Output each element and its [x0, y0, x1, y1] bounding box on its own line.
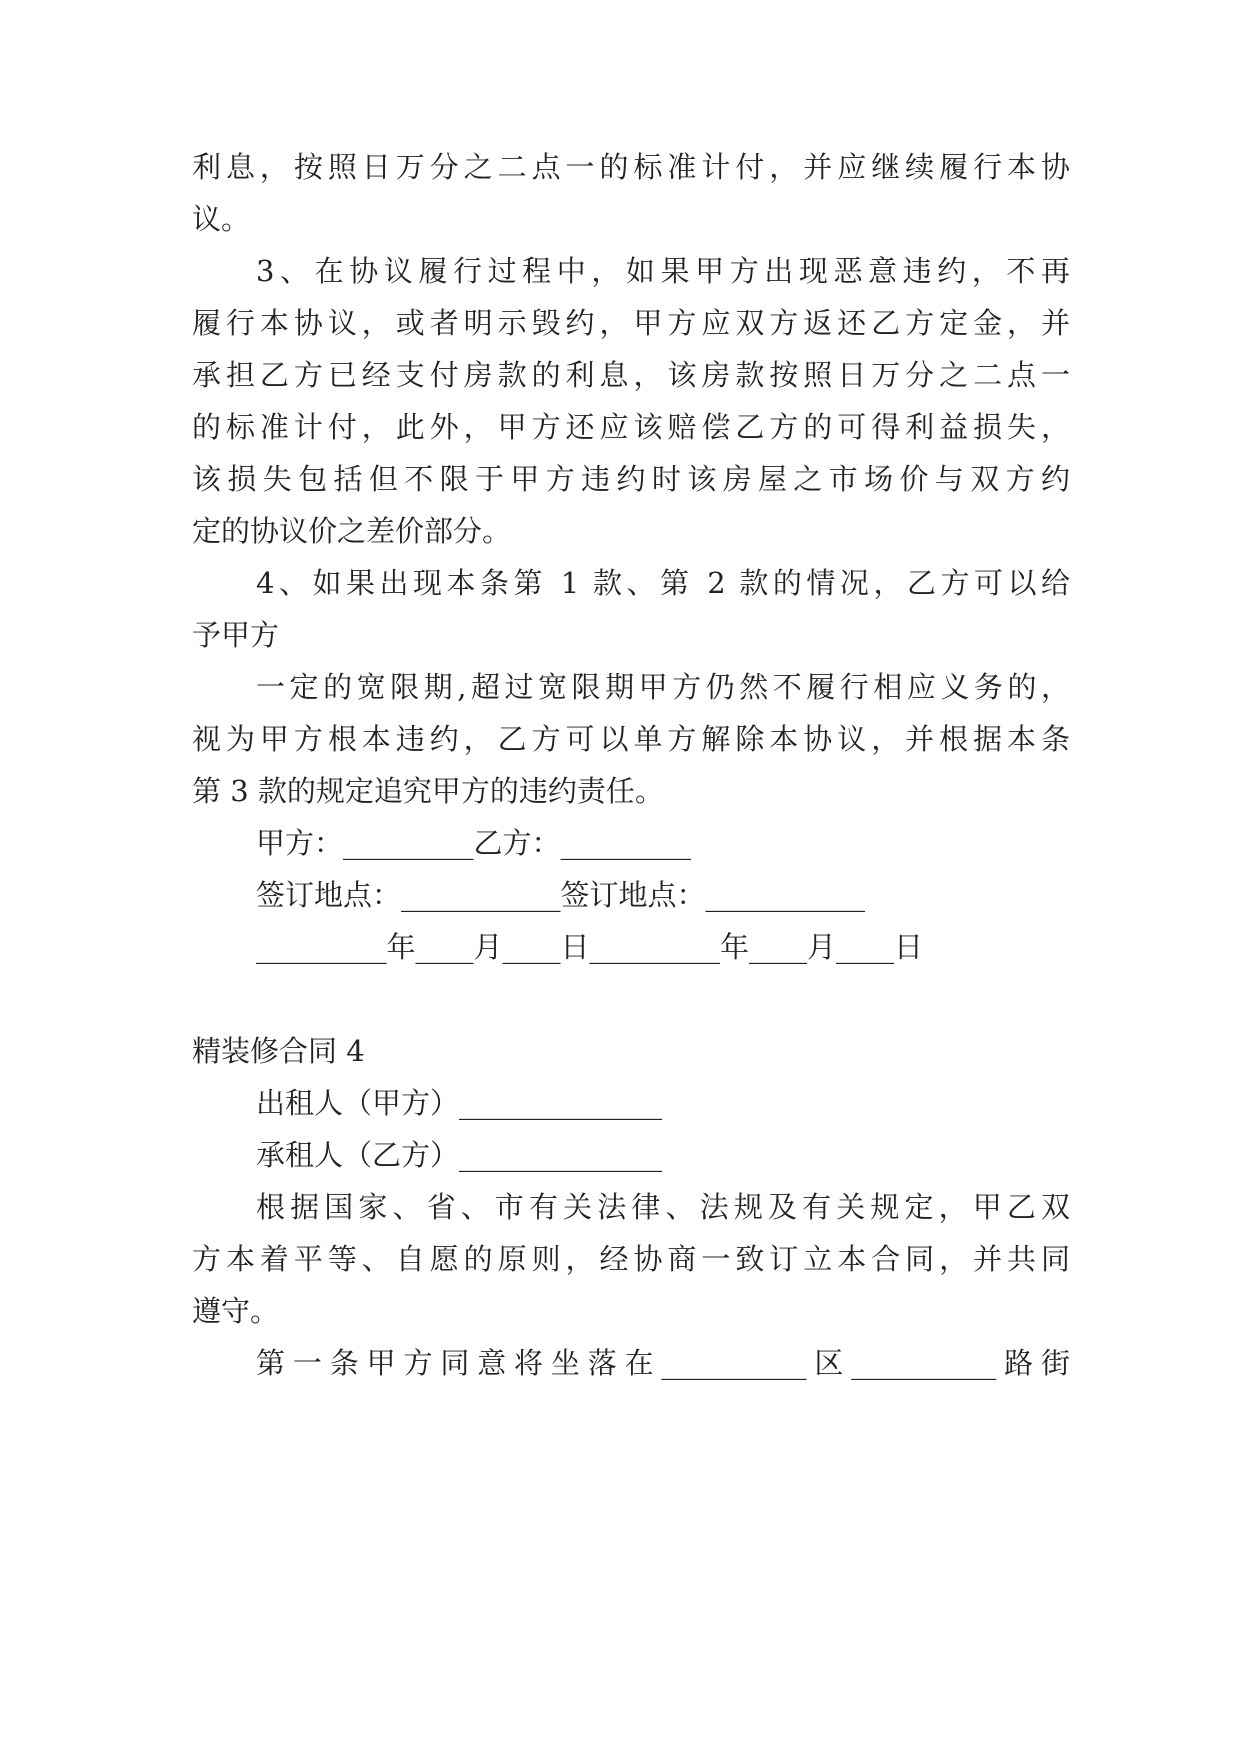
- paragraph-line: 利息，按照日万分之二点一的标准计付，并应继续履行本协: [192, 150, 1070, 184]
- section-title: 精装修合同 4: [192, 1034, 365, 1068]
- paragraph-line: 的标准计付，此外，甲方还应该赔偿乙方的可得利益损失，: [192, 410, 1070, 444]
- paragraph-line: 予甲方: [192, 618, 280, 652]
- paragraph-line: 根据国家、省、市有关法律、法规及有关规定，甲乙双: [256, 1190, 1070, 1224]
- paragraph-line: 一定的宽限期,超过宽限期甲方仍然不履行相应义务的，: [256, 670, 1070, 704]
- paragraph-line: 方本着平等、自愿的原则，经协商一致订立本合同，并共同: [192, 1242, 1070, 1276]
- lessor-line: 出租人（甲方）______________: [256, 1086, 663, 1120]
- paragraph-line: 第一条甲方同意将坐落在__________区__________路街: [256, 1346, 1070, 1380]
- signature-party-line: 甲方：_________乙方：_________: [256, 826, 692, 860]
- paragraph-line: 第 3 款的规定追究甲方的违约责任。: [192, 774, 664, 808]
- paragraph-line: 遵守。: [192, 1294, 280, 1328]
- paragraph-line: 3、在协议履行过程中，如果甲方出现恶意违约，不再: [256, 254, 1070, 288]
- paragraph-line: 承担乙方已经支付房款的利息，该房款按照日万分之二点一: [192, 358, 1070, 392]
- signature-place-line: 签订地点：___________签订地点：___________: [256, 878, 866, 912]
- paragraph-line: 定的协议价之差价部分。: [192, 514, 512, 548]
- signature-date-line: _________年____月____日_________年____月____日: [256, 930, 924, 964]
- lessee-line: 承租人（乙方）______________: [256, 1138, 663, 1172]
- paragraph-line: 4、如果出现本条第 1 款、第 2 款的情况，乙方可以给: [256, 566, 1070, 600]
- paragraph-line: 该损失包括但不限于甲方违约时该房屋之市场价与双方约: [192, 462, 1070, 496]
- paragraph-line: 视为甲方根本违约，乙方可以单方解除本协议，并根据本条: [192, 722, 1070, 756]
- paragraph-line: 履行本协议，或者明示毁约，甲方应双方返还乙方定金，并: [192, 306, 1070, 340]
- paragraph-line: 议。: [192, 202, 251, 236]
